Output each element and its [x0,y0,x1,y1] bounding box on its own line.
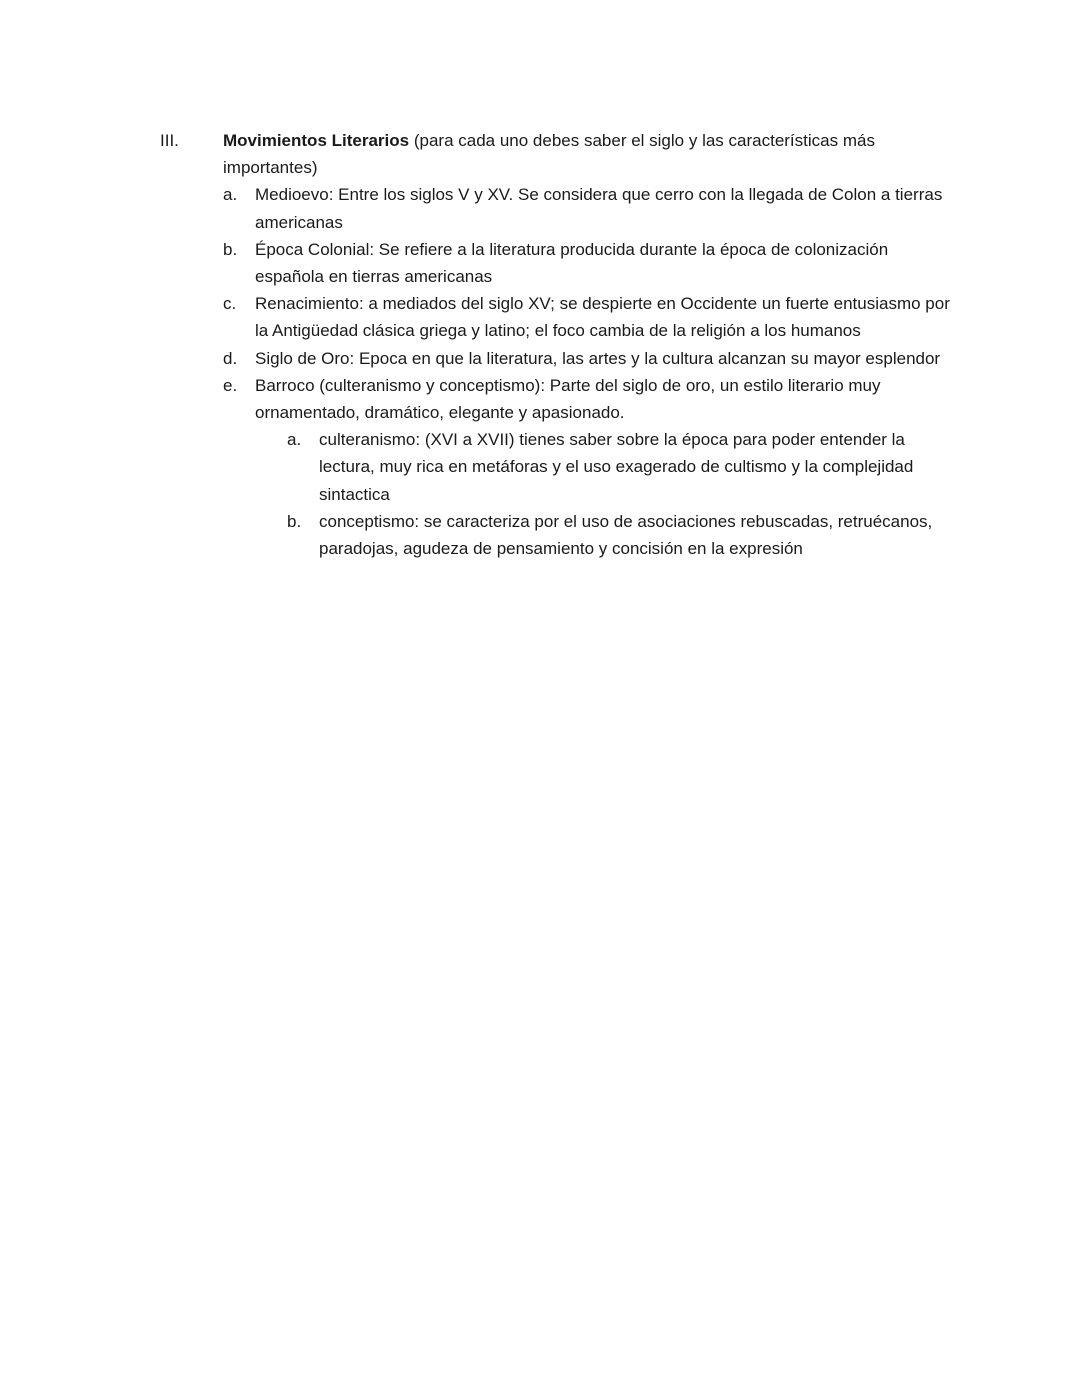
section-title: Movimientos Literarios [223,131,410,150]
list-item-medioevo [0,181,1080,235]
list-marker: b. [223,239,238,259]
list-marker: a. [223,185,238,205]
section-numeral: III. [160,131,179,150]
list-item-text: Medioevo: Entre los siglos V y XV. Se considera que cerro con la llegada de Colon a tierras americanas [255,185,943,232]
list-marker: c. [223,294,237,314]
sublist-item-text: conceptismo: se caracteriza por el uso de asociaciones rebuscadas, retruécanos, paradojas, agudeza de pensamiento y concisión en la expresión [319,511,933,559]
list-item-barroco [0,372,1080,426]
list-marker: d. [223,348,238,368]
section-heading [223,127,923,181]
section-literary-movements [0,127,1080,562]
sublist-marker: a. [287,430,302,450]
sublist-item-culteranismo [0,426,1080,508]
list-marker: e. [223,375,238,395]
list-item-renacimiento [0,290,1080,344]
list-item-epoca-colonial [0,236,1080,290]
sublist-item-text: culteranismo: (XVI a XVII) tienes saber sobre la época para poder entender la lectura, muy rica en metáforas y el uso exagerado de cultismo y la complejidad sintactica [319,430,914,504]
list-item-text: Siglo de Oro: Epoca en que la literatura, las artes y la cultura alcanzan su mayor esplendor [255,348,941,368]
list-item-text: Época Colonial: Se refiere a la literatura producida durante la época de colonización española en tierras americanas [255,239,889,287]
list-item-text: Barroco (culteranismo y conceptismo): Parte del siglo de oro, un estilo literario muy ornamentado, dramático, elegante y apasionado. [255,375,881,423]
list-item-text: Renacimiento: a mediados del siglo XV; se despierte en Occidente un fuerte entusiasmo por la Antigüedad clásica griega y latino; el foco cambia de la religión a los humanos [255,294,950,341]
section-subtitle: (para cada uno debes saber el siglo y las características más importantes) [223,131,875,178]
sublist-item-conceptismo [0,508,1080,562]
list-item-siglo-de-oro [0,345,1080,372]
sublist-marker: b. [287,511,302,531]
